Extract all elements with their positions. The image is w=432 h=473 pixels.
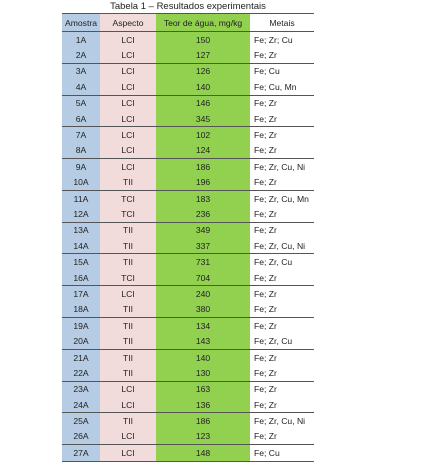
header-teor: Teor de água, mg/kg (156, 14, 250, 32)
table-row (62, 175, 314, 191)
cell-metais: Fe; Zr (250, 206, 314, 222)
cell-metais: Fe; Zr (250, 95, 314, 111)
cell-metais: Fe; Zr (250, 318, 314, 334)
cell-teor: 704 (156, 270, 250, 286)
cell-aspecto: TII (100, 333, 156, 349)
cell-amostra: 18A (62, 302, 100, 318)
cell-aspecto: LCI (100, 397, 156, 413)
cell-amostra: 8A (62, 143, 100, 159)
cell-aspecto: TII (100, 318, 156, 334)
table-row (62, 222, 314, 238)
cell-metais: Fe; Zr (250, 429, 314, 445)
cell-aspecto: LCI (100, 111, 156, 127)
cell-teor: 186 (156, 413, 250, 429)
cell-aspecto: LCI (100, 286, 156, 302)
cell-metais: Fe; Zr, Cu, Ni (250, 238, 314, 254)
cell-aspecto: TII (100, 349, 156, 365)
cell-aspecto: TII (100, 365, 156, 381)
cell-amostra: 14A (62, 238, 100, 254)
cell-metais: Fe; Cu (250, 63, 314, 79)
cell-teor: 240 (156, 286, 250, 302)
cell-aspecto: LCI (100, 429, 156, 445)
cell-aspecto: TCI (100, 270, 156, 286)
table-row (62, 47, 314, 63)
cell-teor: 140 (156, 349, 250, 365)
cell-amostra: 25A (62, 413, 100, 429)
cell-metais: Fe; Zr (250, 111, 314, 127)
cell-amostra: 21A (62, 349, 100, 365)
cell-teor: 140 (156, 79, 250, 95)
cell-aspecto: LCI (100, 32, 156, 48)
cell-teor: 380 (156, 302, 250, 318)
cell-aspecto: LCI (100, 63, 156, 79)
table-row (62, 333, 314, 349)
table-row (62, 445, 314, 461)
cell-aspecto: LCI (100, 47, 156, 63)
cell-amostra: 17A (62, 286, 100, 302)
cell-amostra: 15A (62, 254, 100, 270)
cell-metais: Fe; Zr, Cu, Mn (250, 190, 314, 206)
cell-teor: 146 (156, 95, 250, 111)
cell-teor: 130 (156, 365, 250, 381)
table-caption: Tabela 1 – Resultados experimentais (110, 1, 266, 12)
cell-metais: Fe; Zr (250, 381, 314, 397)
cell-teor: 183 (156, 190, 250, 206)
cell-teor: 345 (156, 111, 250, 127)
cell-amostra: 10A (62, 175, 100, 191)
cell-aspecto: LCI (100, 127, 156, 143)
table-row (62, 381, 314, 397)
cell-amostra: 12A (62, 206, 100, 222)
cell-amostra: 16A (62, 270, 100, 286)
cell-aspecto: LCI (100, 95, 156, 111)
cell-teor: 143 (156, 333, 250, 349)
cell-amostra: 19A (62, 318, 100, 334)
cell-metais: Fe; Zr, Cu (250, 254, 314, 270)
cell-aspecto: TCI (100, 206, 156, 222)
cell-amostra: 23A (62, 381, 100, 397)
cell-metais: Fe; Zr (250, 365, 314, 381)
cell-teor: 148 (156, 445, 250, 461)
cell-aspecto: LCI (100, 143, 156, 159)
cell-amostra: 5A (62, 95, 100, 111)
cell-metais: Fe; Zr; Cu (250, 32, 314, 48)
table-row (62, 127, 314, 143)
cell-amostra: 11A (62, 190, 100, 206)
cell-teor: 124 (156, 143, 250, 159)
cell-aspecto: LCI (100, 381, 156, 397)
cell-teor: 186 (156, 159, 250, 175)
table-row (62, 95, 314, 111)
table-row (62, 349, 314, 365)
cell-amostra: 26A (62, 429, 100, 445)
table-row (62, 79, 314, 95)
cell-aspecto: LCI (100, 445, 156, 461)
cell-aspecto: TII (100, 238, 156, 254)
cell-amostra: 27A (62, 445, 100, 461)
table-row (62, 286, 314, 302)
cell-teor: 136 (156, 397, 250, 413)
cell-metais: Fe; Zr (250, 143, 314, 159)
cell-metais: Fe; Zr, Cu, Ni (250, 159, 314, 175)
cell-teor: 236 (156, 206, 250, 222)
table-body (62, 32, 314, 462)
cell-teor: 126 (156, 63, 250, 79)
cell-teor: 349 (156, 222, 250, 238)
cell-aspecto: TII (100, 254, 156, 270)
cell-aspecto: LCI (100, 159, 156, 175)
cell-aspecto: LCI (100, 79, 156, 95)
cell-amostra: 22A (62, 365, 100, 381)
cell-amostra: 4A (62, 79, 100, 95)
cell-teor: 102 (156, 127, 250, 143)
cell-teor: 123 (156, 429, 250, 445)
cell-teor: 163 (156, 381, 250, 397)
header-aspecto: Aspecto (100, 14, 156, 32)
table-row (62, 143, 314, 159)
cell-metais: Fe; Zr (250, 397, 314, 413)
cell-amostra: 13A (62, 222, 100, 238)
cell-metais: Fe; Zr (250, 270, 314, 286)
cell-teor: 127 (156, 47, 250, 63)
cell-teor: 134 (156, 318, 250, 334)
cell-metais: Fe; Zr (250, 222, 314, 238)
cell-amostra: 2A (62, 47, 100, 63)
cell-teor: 196 (156, 175, 250, 191)
header-metais: Metais (250, 14, 314, 32)
cell-metais: Fe; Zr (250, 302, 314, 318)
cell-amostra: 3A (62, 63, 100, 79)
table-row (62, 159, 314, 175)
cell-aspecto: TII (100, 175, 156, 191)
cell-teor: 731 (156, 254, 250, 270)
table-header-row (62, 14, 314, 32)
cell-metais: Fe; Zr, Cu, Ni (250, 413, 314, 429)
table-row (62, 270, 314, 286)
cell-metais: Fe; Zr, Cu (250, 333, 314, 349)
table-row (62, 32, 314, 48)
cell-metais: Fe; Zr (250, 127, 314, 143)
cell-amostra: 24A (62, 397, 100, 413)
cell-metais: Fe; Zr (250, 47, 314, 63)
cell-metais: Fe; Cu, Mn (250, 79, 314, 95)
cell-amostra: 9A (62, 159, 100, 175)
cell-amostra: 20A (62, 333, 100, 349)
cell-teor: 150 (156, 32, 250, 48)
table-row (62, 397, 314, 413)
cell-metais: Fe; Zr (250, 175, 314, 191)
table-row (62, 365, 314, 381)
cell-aspecto: TII (100, 222, 156, 238)
cell-aspecto: TCI (100, 190, 156, 206)
cell-teor: 337 (156, 238, 250, 254)
table-row (62, 63, 314, 79)
cell-aspecto: TII (100, 302, 156, 318)
results-table (62, 13, 314, 462)
cell-amostra: 1A (62, 32, 100, 48)
cell-metais: Fe; Zr (250, 349, 314, 365)
table-row (62, 429, 314, 445)
table-row (62, 190, 314, 206)
cell-amostra: 7A (62, 127, 100, 143)
table-row (62, 111, 314, 127)
table-row (62, 206, 314, 222)
cell-metais: Fe; Zr (250, 286, 314, 302)
table-row (62, 238, 314, 254)
table-row (62, 302, 314, 318)
table-row (62, 318, 314, 334)
table-row (62, 254, 314, 270)
header-amostra: Amostra (62, 14, 100, 32)
table-row (62, 413, 314, 429)
cell-metais: Fe; Cu (250, 445, 314, 461)
cell-amostra: 6A (62, 111, 100, 127)
cell-aspecto: TII (100, 413, 156, 429)
